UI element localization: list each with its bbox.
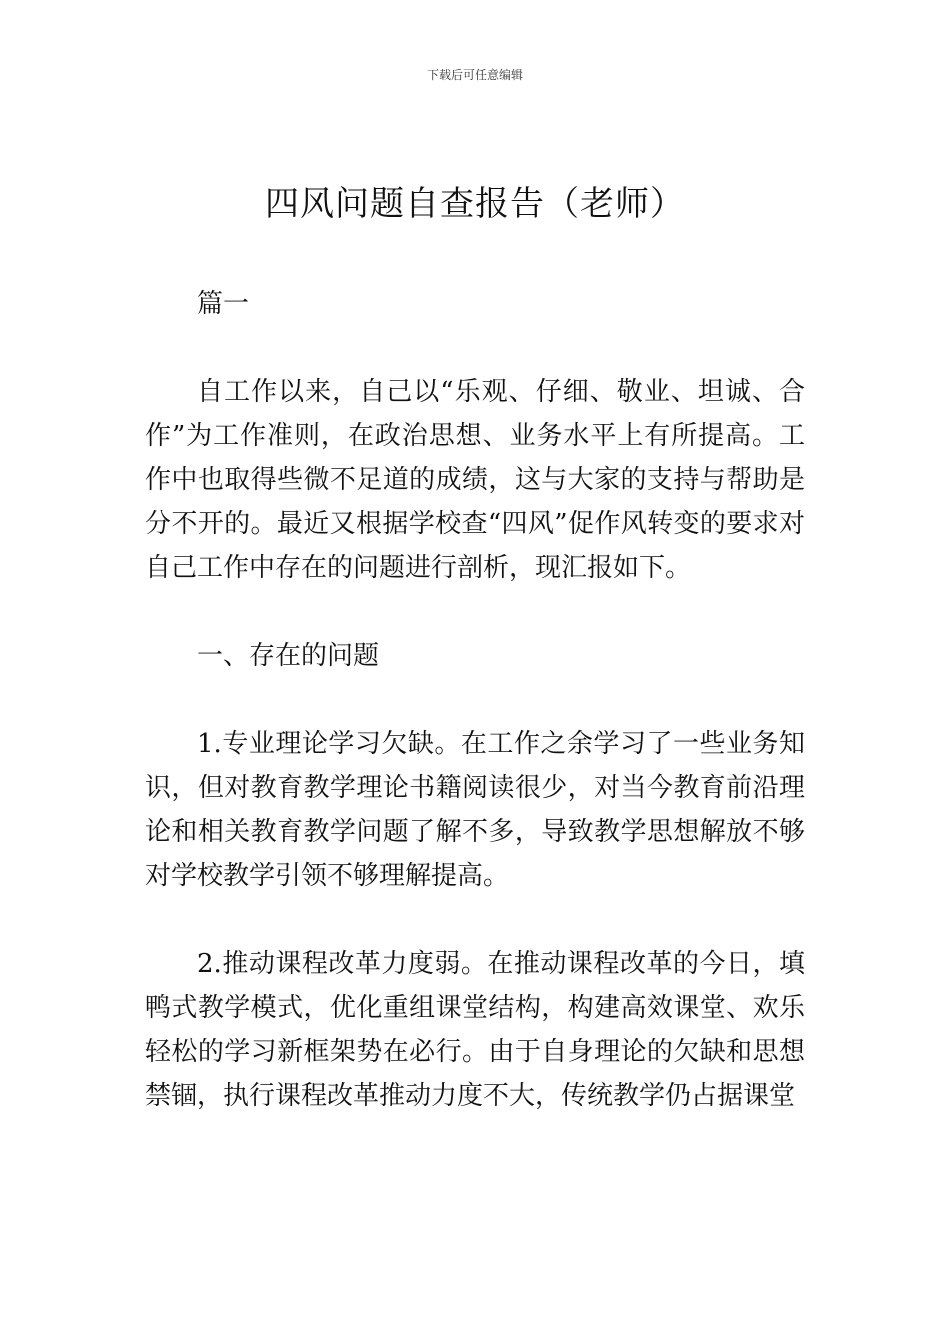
document-body	[145, 282, 805, 1162]
section-heading: 一、存在的问题	[197, 641, 380, 671]
problem-item-1: 1.专业理论学习欠缺。在工作之余学习了一些业务知识，但对教育教学理论书籍阅读很少，对当今教育前沿理论和相关教育教学问题了解不多，导致教学思想解放不够对学校教学引领不够理解提高。	[145, 729, 805, 891]
problem-item-2: 2.推动课程改革力度弱。在推动课程改革的今日，填鸭式教学模式，优化重组课堂结构，构建高效课堂、欢乐轻松的学习新框架势在必行。由于自身理论的欠缺和思想禁锢，执行课程改革推动力度不大，传统教学仍占据课堂	[145, 949, 805, 1111]
document-title: 四风问题自查报告（老师）	[265, 184, 685, 224]
part-label: 篇一	[197, 289, 250, 319]
header-note: 下载后可任意编辑	[426, 68, 523, 82]
intro-paragraph: 自工作以来，自己以“乐观、仔细、敬业、坦诚、合作”为工作准则，在政治思想、业务水平上有所提高。工作中也取得些微不足道的成绩，这与大家的支持与帮助是分不开的。最近又根据学校查“四风”促作风转变的要求对自己工作中存在的问题进行剖析，现汇报如下。	[145, 377, 805, 583]
